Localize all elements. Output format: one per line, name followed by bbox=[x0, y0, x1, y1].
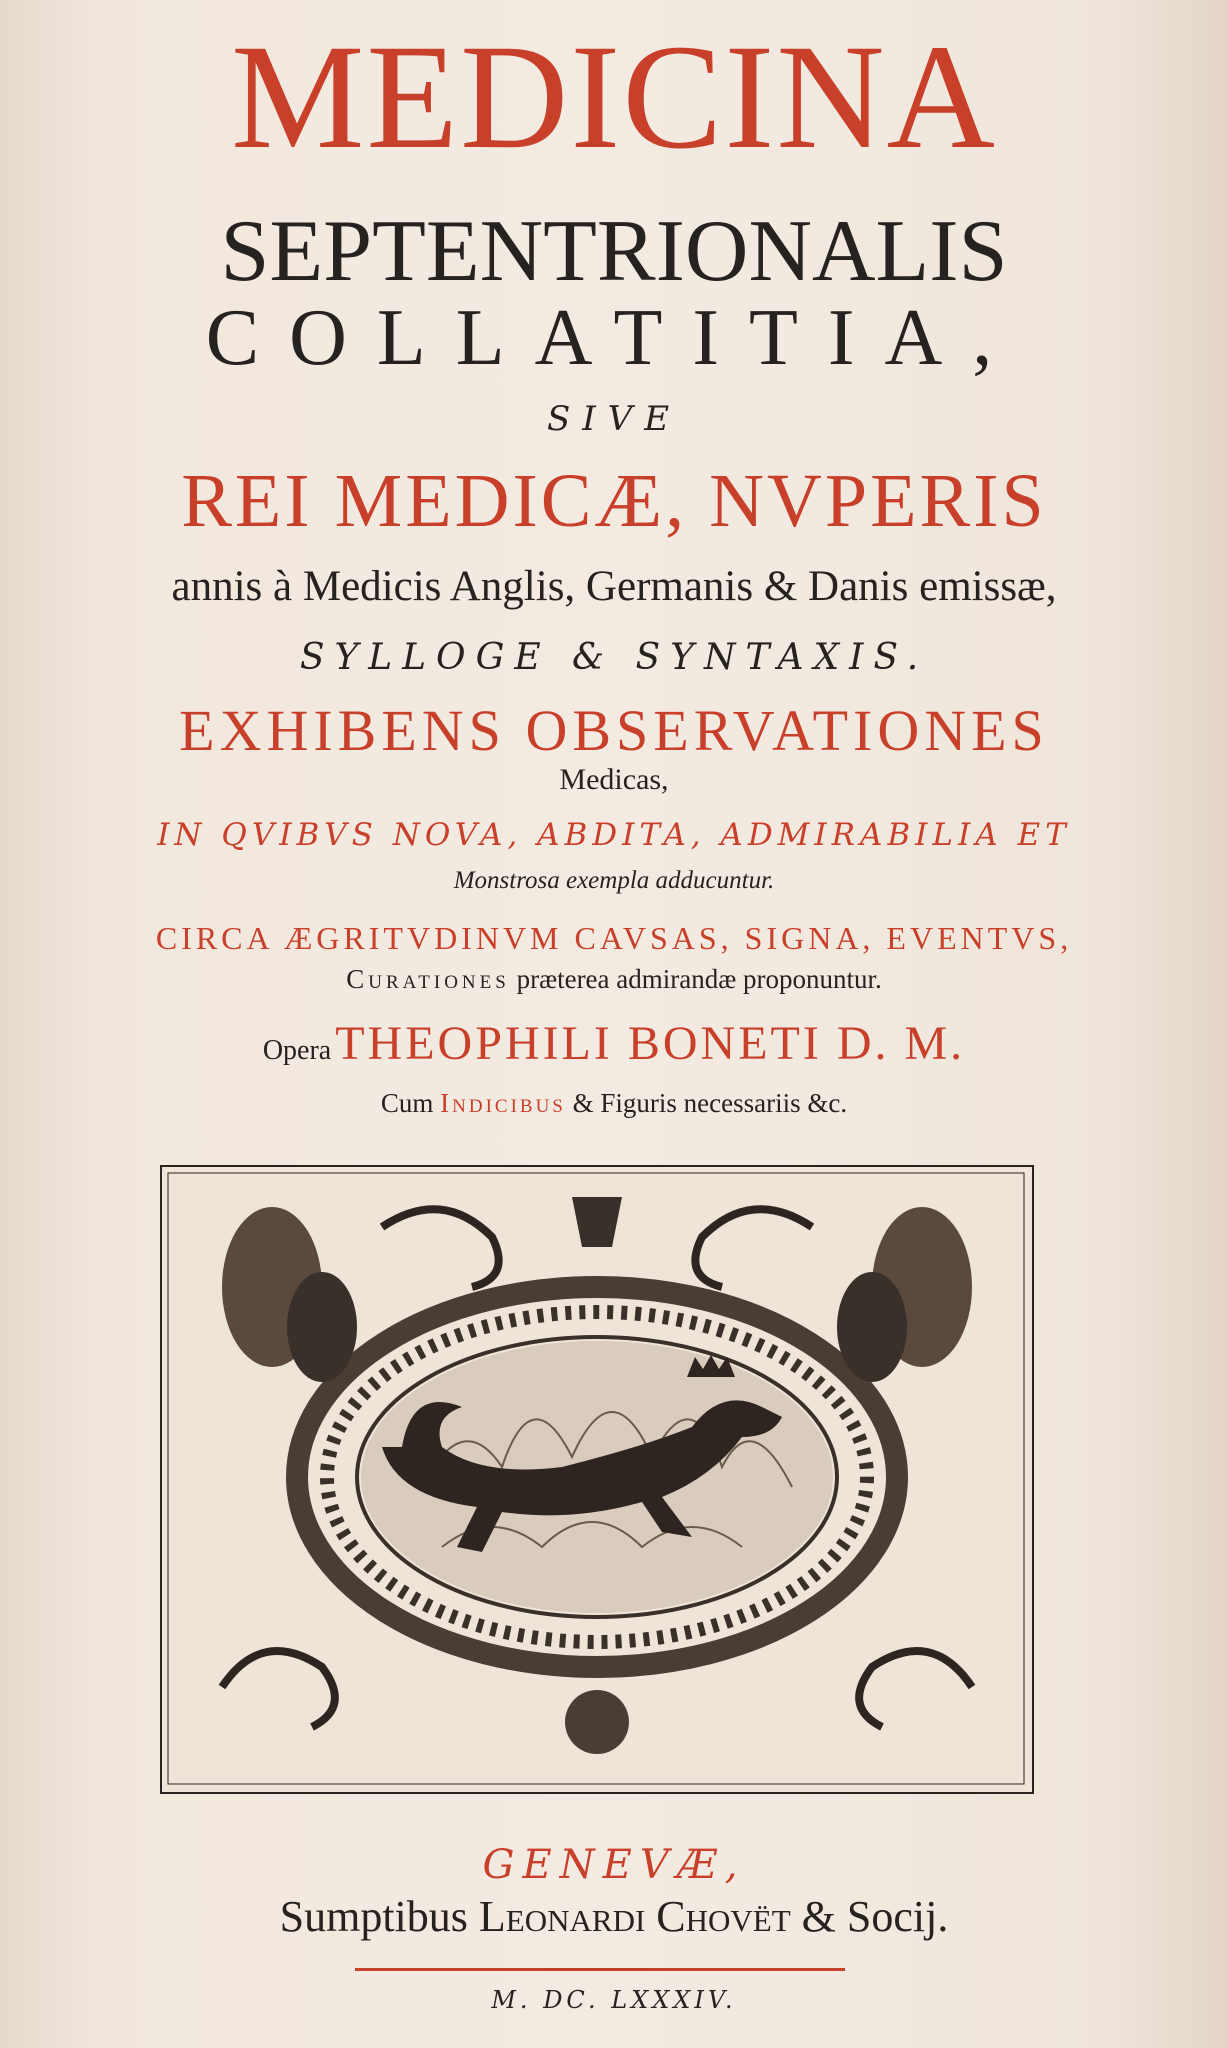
publisher-line bbox=[0, 1892, 1228, 1941]
sylloge-text: SYLLOGE & SYNTAXIS. bbox=[299, 637, 929, 678]
indicibus-word: Indicibus bbox=[440, 1088, 566, 1118]
author-name: THEOPHILI BONETI D. M. bbox=[335, 1017, 966, 1070]
sive-text: SIVE bbox=[546, 399, 682, 439]
place-of-publication: GENEVÆ, bbox=[482, 1842, 746, 1888]
socij-text: & Socij. bbox=[801, 1892, 949, 1941]
subtitle-collatitia: COLLATITIA, bbox=[205, 294, 1023, 382]
exhibens-heading: EXHIBENS OBSERVATIONES bbox=[179, 698, 1049, 763]
cum-indicibus-line bbox=[0, 1090, 1228, 1117]
medicas-text: Medicas, bbox=[559, 763, 669, 796]
opera-word: Opera bbox=[262, 1035, 332, 1066]
annis-text: annis à Medicis Anglis, Germanis & Danis emissæ, bbox=[171, 563, 1057, 610]
main-title: MEDICINA bbox=[231, 14, 997, 180]
curationes-rest: præterea admirandæ proponuntur. bbox=[516, 964, 882, 994]
monstrosa-text: Monstrosa exempla adducuntur. bbox=[453, 867, 775, 894]
rei-medicae-heading: REI MEDICÆ, NVPERIS bbox=[181, 459, 1047, 543]
in-quibus-text: IN QVIBVS NOVA, ABDITA, ADMIRABILIA ET bbox=[157, 817, 1071, 853]
cum-word: Cum bbox=[380, 1088, 434, 1118]
publication-year: M. DC. LXXXIV. bbox=[491, 1986, 737, 2014]
printers-device-engraving bbox=[160, 1165, 1034, 1794]
subtitle-septentrionalis: SEPTENTRIONALIS bbox=[220, 203, 1008, 300]
urn bbox=[572, 1197, 622, 1247]
red-rule-divider bbox=[355, 1968, 845, 1971]
author-line bbox=[0, 1017, 1228, 1070]
salamander-emblem-illustration bbox=[162, 1167, 1032, 1792]
figuris-text: & Figuris necessariis &c. bbox=[572, 1088, 848, 1118]
publisher-name: Leonardi Chovët bbox=[478, 1892, 791, 1941]
circa-text: CIRCA ÆGRITVDINVM CAVSAS, SIGNA, EVENTVS, bbox=[155, 920, 1073, 956]
sumptibus-word: Sumptibus bbox=[279, 1892, 468, 1941]
curationes-line bbox=[0, 966, 1228, 993]
curationes-word: Curationes bbox=[346, 964, 510, 994]
medusa-head bbox=[565, 1690, 629, 1754]
